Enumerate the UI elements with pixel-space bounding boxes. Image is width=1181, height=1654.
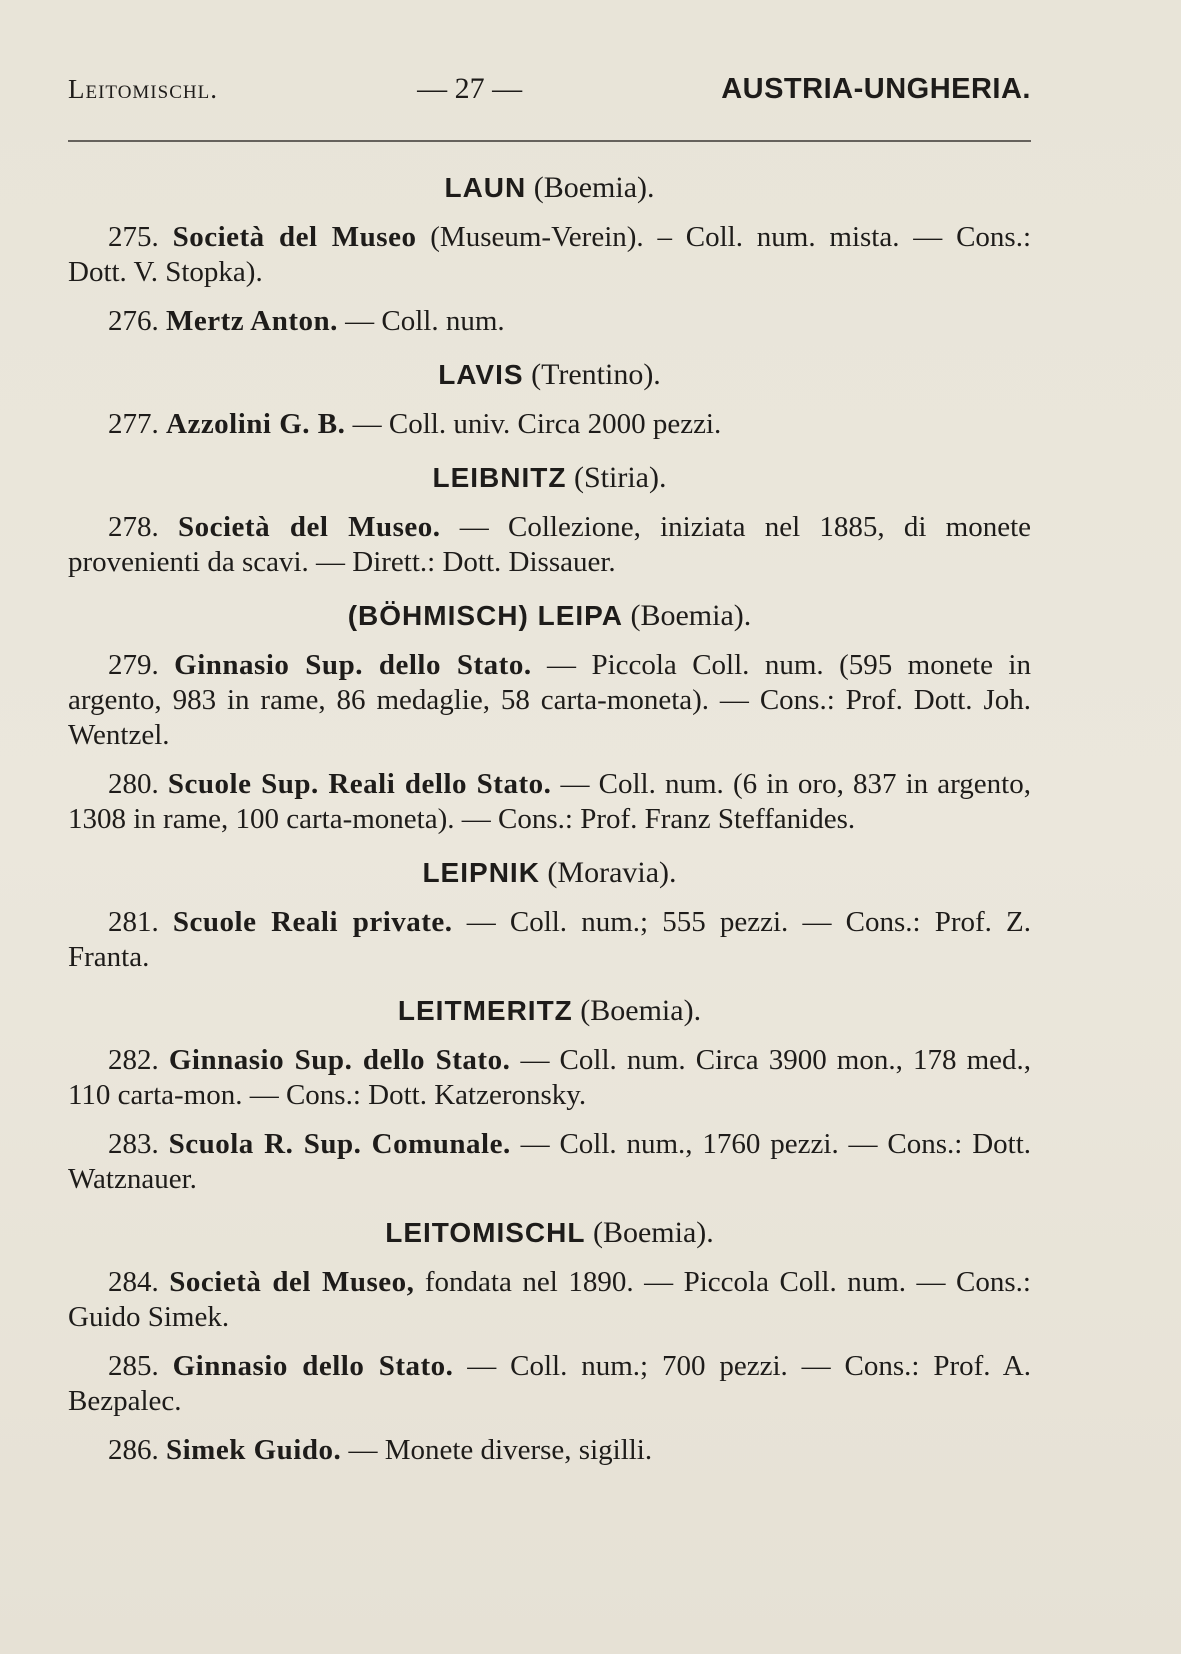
header-rule <box>68 140 1031 142</box>
entry-description: — Coll. num.; 700 pezzi. — Cons.: Prof. A. Bezpalec. <box>68 1350 1031 1417</box>
entry-number: 285. <box>108 1350 159 1382</box>
region-name: (Moravia). <box>547 856 677 889</box>
catalog-entry <box>68 1349 1031 1419</box>
section-heading <box>68 1211 1031 1255</box>
entry-number: 281. <box>108 906 159 938</box>
section-heading <box>68 456 1031 500</box>
entry-name: Ginnasio dello Stato. <box>172 1350 454 1382</box>
entry-number: 286. <box>108 1434 159 1466</box>
section-heading <box>68 353 1031 397</box>
entry-number: 282. <box>108 1044 159 1076</box>
page-content <box>68 166 1031 1468</box>
entry-number: 275. <box>108 221 159 253</box>
catalog-entry <box>68 648 1031 753</box>
catalog-entry <box>68 1043 1031 1113</box>
entry-name: Mertz Anton. <box>166 305 338 337</box>
entry-name: Scuola R. Sup. Comunale. <box>168 1128 511 1160</box>
place-name: (BÖHMISCH) LEIPA <box>347 600 623 631</box>
place-name: LAUN <box>444 172 527 203</box>
catalog-entry <box>68 767 1031 837</box>
entry-name: Simek Guido. <box>166 1434 342 1466</box>
region-name: (Boemia). <box>630 599 752 632</box>
entry-name: Scuole Reali private. <box>172 906 453 938</box>
entry-name: Società del Museo <box>172 221 417 253</box>
entry-description: — Coll. num. Circa 3900 mon., 178 med., 110 carta-mon. — Cons.: Dott. Katzeronsky. <box>68 1044 1031 1111</box>
entry-description: (Museum-Verein). – Coll. num. mista. — Cons.: Dott. V. Stopka). <box>68 221 1032 288</box>
entry-number: 280. <box>108 768 159 800</box>
place-name: LEITMERITZ <box>397 995 573 1026</box>
section-heading <box>68 594 1031 638</box>
entry-name: Società del Museo. <box>178 511 441 543</box>
region-name: (Trentino). <box>531 358 661 391</box>
page-header <box>68 72 1031 122</box>
entry-name: Azzolini G. B. <box>166 408 346 440</box>
catalog-entry <box>68 510 1031 580</box>
catalog-entry <box>68 1127 1031 1197</box>
catalog-entry <box>68 905 1031 975</box>
place-name: LEIBNITZ <box>432 462 567 493</box>
entry-name: Ginnasio Sup. dello Stato. <box>168 1044 511 1076</box>
place-name: LEIPNIK <box>422 857 540 888</box>
entry-description: — Collezione, iniziata nel 1885, di monete provenienti da scavi. — Dirett.: Dott. Dissauer. <box>68 511 1031 578</box>
entry-name: Società del Museo, <box>169 1266 415 1298</box>
section-heading <box>68 166 1031 210</box>
section-heading <box>68 989 1031 1033</box>
region-name: (Boemia). <box>580 994 702 1027</box>
catalog-entry <box>68 304 1031 339</box>
catalog-entry <box>68 220 1031 290</box>
region-name: (Stiria). <box>574 461 667 494</box>
catalog-entry <box>68 1433 1031 1468</box>
entry-description: — Coll. num.; 555 pezzi. — Cons.: Prof. Z. Franta. <box>68 906 1032 973</box>
entry-description: fondata nel 1890. — Piccola Coll. num. — Cons.: Guido Simek. <box>68 1266 1031 1333</box>
entry-number: 279. <box>108 649 159 681</box>
page-number: — 27 — <box>417 72 523 105</box>
entry-description: — Coll. univ. Circa 2000 pezzi. <box>345 408 722 440</box>
running-head: Leitomischl. <box>68 74 218 104</box>
entry-description: — Coll. num. (6 in oro, 837 in argento, 1308 in rame, 100 carta-moneta). — Cons.: Prof. Franz Steffanides. <box>68 768 1031 835</box>
place-name: LAVIS <box>438 359 524 390</box>
section-heading <box>68 851 1031 895</box>
entry-number: 277. <box>108 408 159 440</box>
entry-description: — Coll. num., 1760 pezzi. — Cons.: Dott. Watznauer. <box>68 1128 1031 1195</box>
entry-number: 284. <box>108 1266 159 1298</box>
entry-description: — Piccola Coll. num. (595 monete in argento, 983 in rame, 86 medaglie, 58 carta-moneta). — Cons.: Prof. Dott. Joh. Wentzel. <box>68 649 1031 751</box>
catalog-entry <box>68 407 1031 442</box>
entry-description: — Monete diverse, sigilli. <box>341 1434 653 1466</box>
entry-name: Scuole Sup. Reali dello Stato. <box>167 768 552 800</box>
region-name: (Boemia). <box>533 171 655 204</box>
entry-number: 276. <box>108 305 159 337</box>
place-name: LEITOMISCHL <box>385 1217 586 1248</box>
entry-number: 283. <box>108 1128 159 1160</box>
catalog-entry <box>68 1265 1031 1335</box>
entry-number: 278. <box>108 511 159 543</box>
entry-name: Ginnasio Sup. dello Stato. <box>174 649 532 681</box>
entry-description: — Coll. num. <box>337 305 505 337</box>
region-name: (Boemia). <box>592 1216 714 1249</box>
country-heading: AUSTRIA-UNGHERIA. <box>721 73 1031 105</box>
